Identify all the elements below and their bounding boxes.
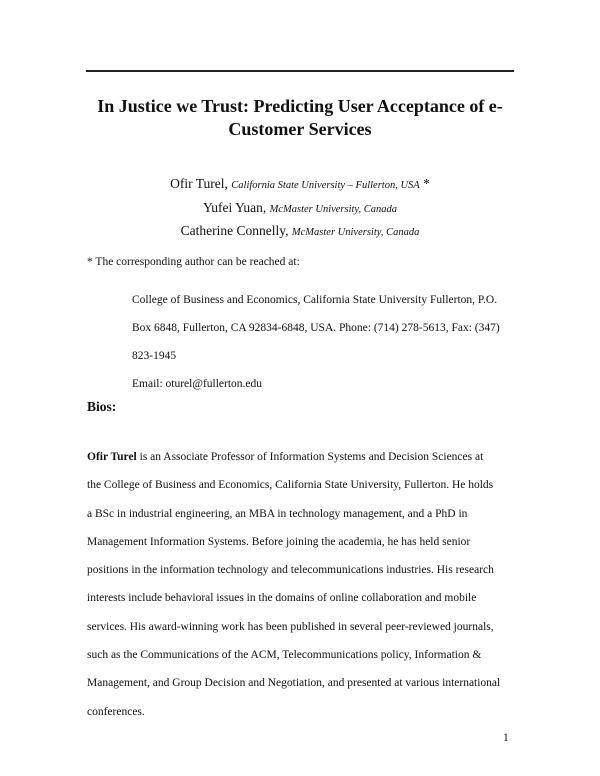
bios-heading: Bios: <box>87 399 117 414</box>
author-entry <box>86 197 514 221</box>
bio-author-name: Ofir Turel <box>87 451 137 463</box>
address-line: College of Business and Economics, California State University Fullerton, P.O. <box>132 294 498 306</box>
address-line: 823-1945 <box>132 350 177 362</box>
bio-line: services. His award-winning work has been published in several peer-reviewed journals, <box>87 620 494 633</box>
bio-line: such as the Communications of the ACM, Telecommunications policy, Information & <box>87 649 482 662</box>
bio-line: Management Information Systems. Before joining the academia, he has held senior <box>87 535 471 548</box>
address-line: Box 6848, Fullerton, CA 92834-6848, USA. Phone: (714) 278-5613, Fax: (347) <box>132 322 500 334</box>
correspondence-note: * The corresponding author can be reached at: <box>87 256 300 268</box>
paper-title <box>86 95 514 141</box>
bio-line: interests include behavioral issues in the domains of online collaboration and mobile <box>87 592 477 605</box>
top-rule <box>86 70 514 72</box>
author-name: Ofir Turel, <box>170 176 228 191</box>
correspondence-address <box>132 286 522 398</box>
bio-paragraph <box>87 443 527 726</box>
author-entry <box>86 173 514 197</box>
corresponding-mark: * <box>419 176 430 191</box>
email-line: Email: oturel@fullerton.edu <box>132 378 263 390</box>
author-list <box>86 173 514 244</box>
bio-first-line-text: is an Associate Professor of Information Systems and Decision Sciences at <box>136 451 484 463</box>
bio-line: the College of Business and Economics, California State University, Fullerton. He holds <box>87 479 494 492</box>
author-affiliation: McMaster University, Canada <box>269 203 398 215</box>
title-line-1: In Justice we Trust: Predicting User Acceptance of e- <box>97 96 503 116</box>
bio-line: positions in the information technology and telecommunications industries. His research <box>87 564 494 577</box>
author-entry <box>86 220 514 244</box>
bio-line: a BSc in industrial engineering, an MBA in technology management, and a PhD in <box>87 507 468 520</box>
title-line-2: Customer Services <box>228 119 372 139</box>
bio-line: Management, and Group Decision and Negotiation, and presented at various international <box>87 677 501 690</box>
page-number: 1 <box>503 732 509 744</box>
author-name: Yufei Yuan, <box>202 199 267 215</box>
author-affiliation: California State University – Fullerton, USA <box>231 180 420 191</box>
author-affiliation: McMaster University, Canada <box>291 227 420 238</box>
bio-line <box>87 443 527 471</box>
author-name: Catherine Connelly, <box>180 223 289 238</box>
bio-line: conferences. <box>87 705 145 718</box>
